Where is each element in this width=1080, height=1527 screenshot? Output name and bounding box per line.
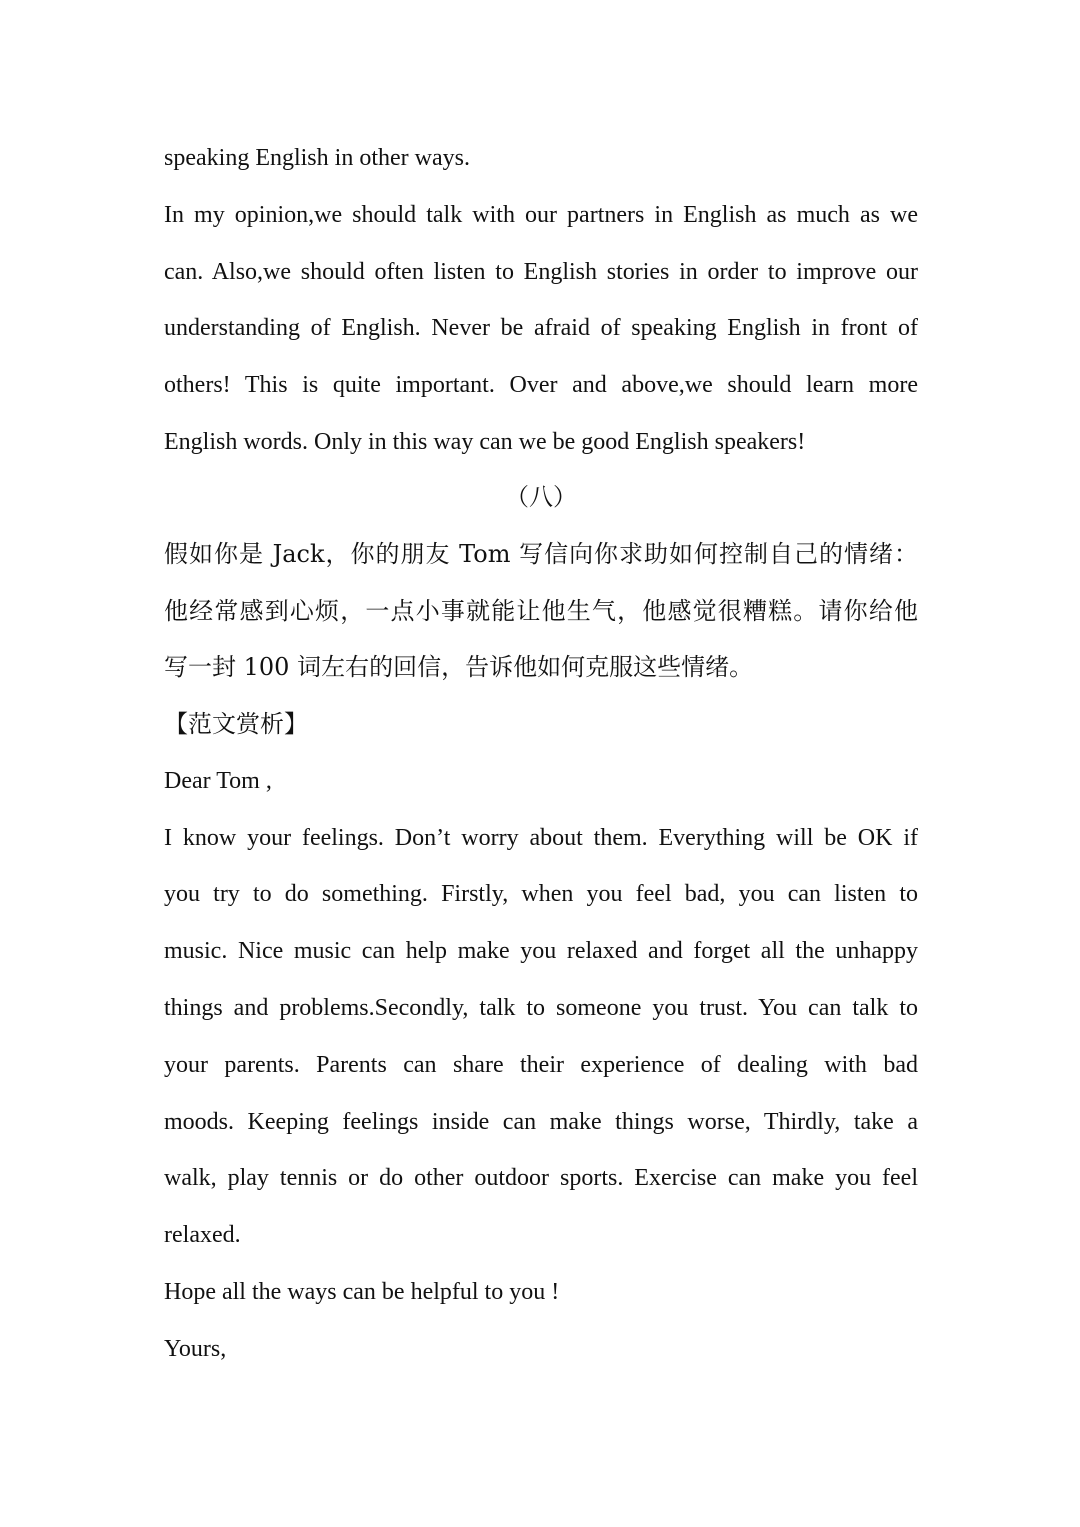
question-prompt-line: 写一封 100 词左右的回信，告诉他如何克服这些情绪。: [164, 653, 754, 682]
letter-body-line: music. Nice music can help make you relaxed and forget all the unhappy: [164, 938, 918, 965]
letter-closing-line: Hope all the ways can be helpful to you !: [164, 1278, 560, 1305]
previous-essay-ending: [164, 130, 918, 471]
letter-body-line: your parents. Parents can share their experience of dealing with bad: [164, 1051, 918, 1078]
text-line: English words. Only in this way can we be good English speakers!: [164, 428, 806, 455]
letter-signoff: Yours,: [164, 1335, 227, 1362]
letter-salutation: Dear Tom ,: [164, 767, 272, 794]
text-line: speaking English in other ways.: [164, 145, 470, 171]
question-number: （八）: [505, 483, 577, 511]
question-section: [164, 469, 918, 696]
letter-body-line: walk, play tennis or do other outdoor sports. Exercise can make you feel: [164, 1165, 918, 1192]
text-line: understanding of English. Never be afraid of speaking English in front of: [164, 315, 918, 342]
question-prompt-line: 假如你是 Jack，你的朋友 Tom 写信向你求助如何控制自己的情绪：: [164, 539, 918, 568]
text-line: others! This is quite important. Over and above,we should learn more: [164, 372, 918, 399]
letter-body-line: you try to do something. Firstly, when you feel bad, you can listen to: [164, 881, 918, 908]
letter-body-line: I know your feelings. Don’t worry about them. Everything will be OK if: [164, 824, 918, 851]
letter-body-line: moods. Keeping feelings inside can make things worse, Thirdly, take a: [164, 1108, 918, 1135]
question-prompt-line: 他经常感到心烦，一点小事就能让他生气，他感觉很糟糕。请你给他: [164, 596, 918, 625]
letter-body-line: things and problems.Secondly, talk to someone you trust. You can talk to: [164, 994, 918, 1021]
letter-body-line: relaxed.: [164, 1222, 241, 1249]
text-line: can. Also,we should often listen to English stories in order to improve our: [164, 258, 918, 285]
text-line: In my opinion,we should talk with our partners in English as much as we: [164, 201, 918, 228]
model-essay-heading: 【范文赏析】: [164, 710, 308, 738]
model-essay-section: [164, 696, 918, 1378]
